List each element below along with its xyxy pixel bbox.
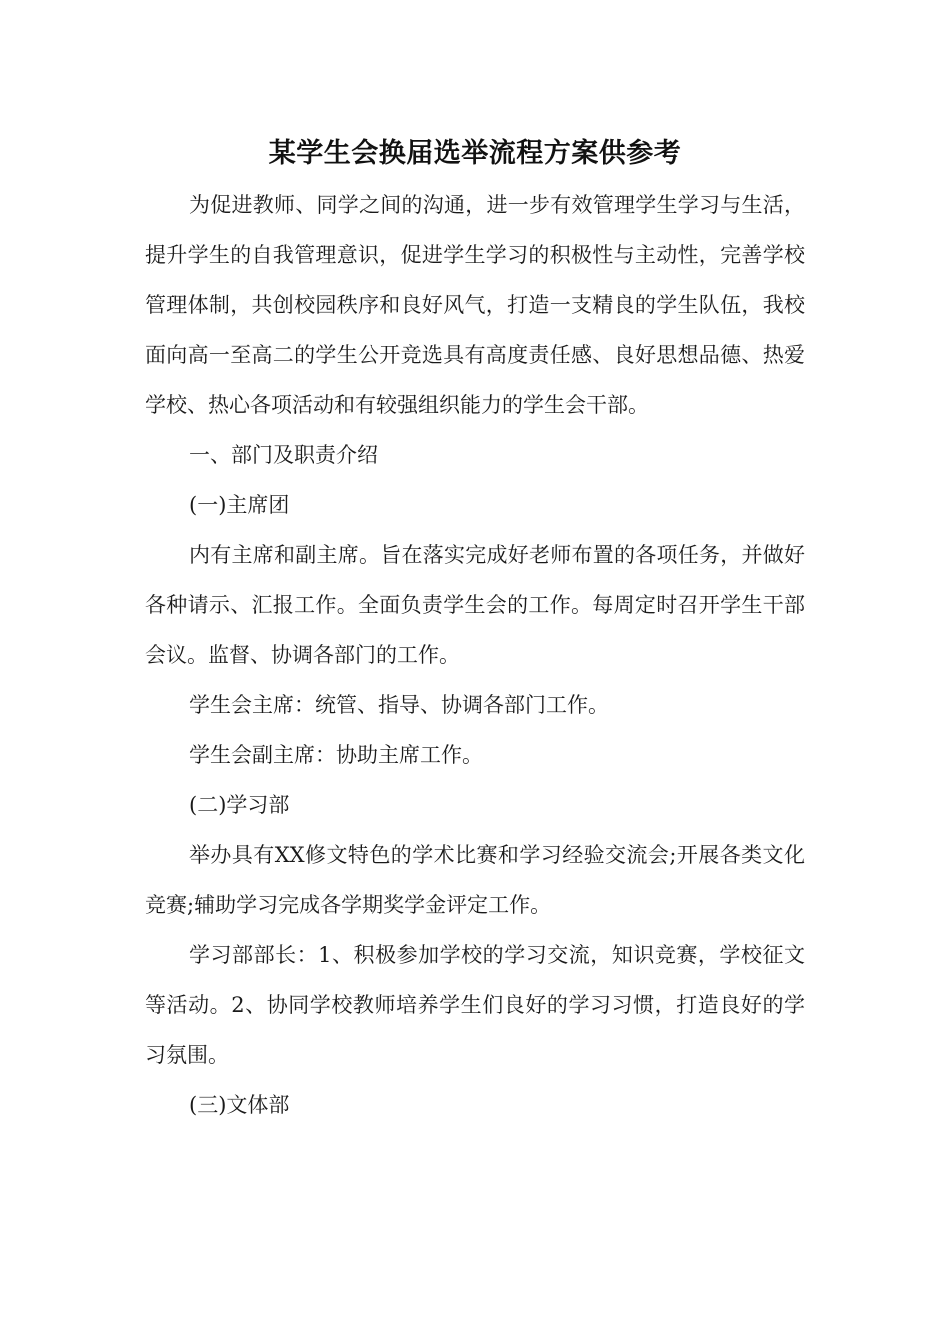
document-title: 某学生会换届选举流程方案供参考: [268, 138, 682, 169]
intro-paragraph: 为促进教师、同学之间的沟通，进一步有效管理学生学习与生活，提升学生的自我管理意识，促进学生学习的积极性与主动性，完善学校管理体制，共创校园秩序和良好风气，打造一支精良的学生队伍，我校面向高一至高二的学生公开竞选具有高度责任感、良好思想品德、热爱学校、热心各项活动和有较强组织能力的学生会干部。: [145, 193, 805, 417]
vice-president-duty: 学生会副主席：协助主席工作。: [189, 743, 483, 767]
presidium-description: 内有主席和副主席。旨在落实完成好老师布置的各项任务，并做好各种请示、汇报工作。全面负责学生会的工作。每周定时召开学生干部会议。监督、协调各部门的工作。: [145, 543, 805, 667]
subsection-heading-arts-sports: (三)文体部: [189, 1093, 290, 1117]
president-duty: 学生会主席：统管、指导、协调各部门工作。: [189, 693, 609, 717]
study-minister-duty: 学习部部长：1、积极参加学校的学习交流，知识竞赛，学校征文等活动。2、协同学校教师培养学生们良好的学习习惯，打造良好的学习氛围。: [145, 943, 805, 1067]
subsection-heading-presidium: (一)主席团: [189, 493, 290, 517]
section-heading-departments: 一、部门及职责介绍: [189, 443, 378, 467]
subsection-heading-study: (二)学习部: [189, 793, 290, 817]
study-dept-description: 举办具有XX修文特色的学术比赛和学习经验交流会;开展各类文化竞赛;辅助学习完成各学期奖学金评定工作。: [145, 843, 805, 917]
document-body: [145, 180, 805, 1130]
